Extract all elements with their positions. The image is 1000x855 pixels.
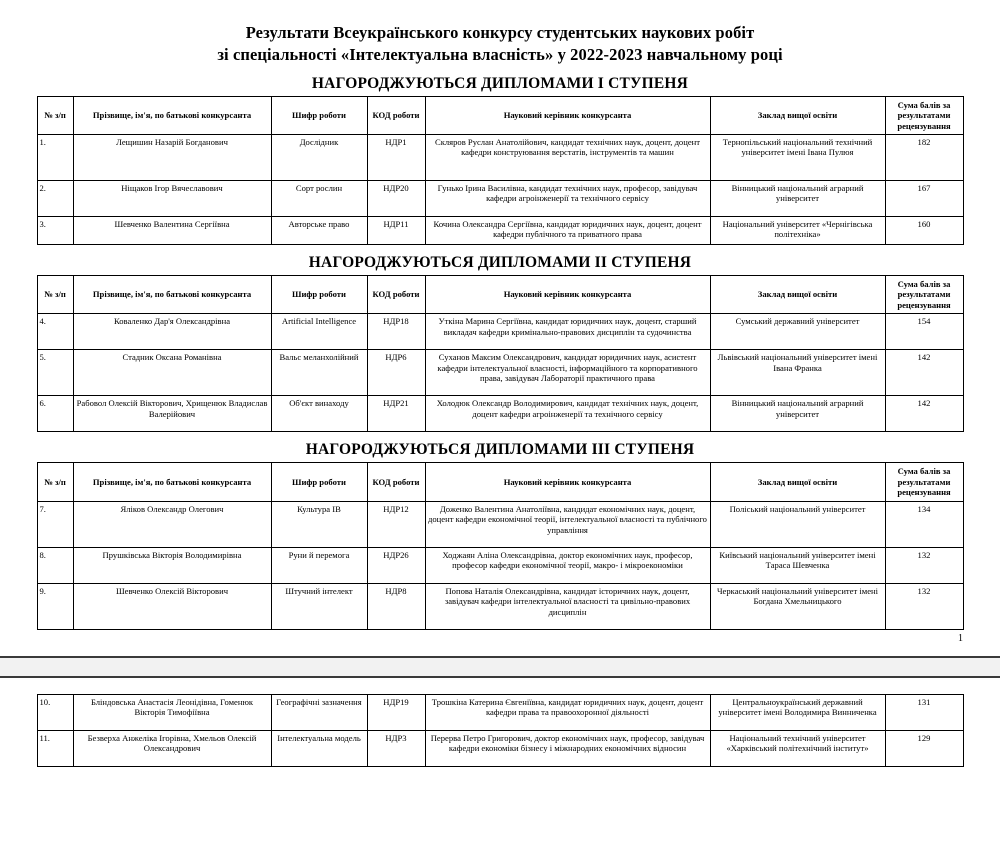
cell-institution: Черкаський національний університет імені Богдана Хмельницького — [710, 583, 885, 629]
cell-num: 9. — [37, 583, 73, 629]
cell-name: Стадник Оксана Романівна — [73, 350, 271, 396]
cell-score: 160 — [885, 216, 963, 244]
cell-supervisor: Попова Наталія Олександрівна, кандидат історичних наук, доцент, завідувач кафедри інтелектуальної власності та цивільно-правових дисциплін — [425, 583, 710, 629]
cell-cipher: Об'єкт винаходу — [271, 396, 367, 432]
cell-num: 7. — [37, 501, 73, 547]
col-header-cipher: Шифр роботи — [271, 96, 367, 134]
cell-num: 11. — [37, 730, 73, 766]
cell-num: 4. — [37, 314, 73, 350]
cell-code: НДР12 — [367, 501, 425, 547]
cell-institution: Тернопільський національний технічний університет імені Івана Пулюя — [710, 134, 885, 180]
table-row — [37, 501, 963, 547]
cell-institution: Львівський національний університет імені Івана Франка — [710, 350, 885, 396]
page-separator — [0, 656, 1000, 678]
cell-supervisor: Дoженко Валентина Анатоліївна, кандидат економічних наук, доцент, доцент кафедри економічної теорії, інтелектуальної власності та публічного управління — [425, 501, 710, 547]
col-header-cipher: Шифр роботи — [271, 463, 367, 501]
col-header-name: Прізвище, ім'я, по батькові конкурсанта — [73, 96, 271, 134]
cell-cipher: Дослідник — [271, 134, 367, 180]
results-table-degree-2 — [37, 275, 964, 432]
cell-code: НДР21 — [367, 396, 425, 432]
cell-num: 5. — [37, 350, 73, 396]
table-row — [37, 730, 963, 766]
col-header-supervisor: Науковий керівник конкурсанта — [425, 463, 710, 501]
cell-score: 182 — [885, 134, 963, 180]
cell-institution: Поліський національний університет — [710, 501, 885, 547]
section-heading-degree-3: НАГОРОДЖУЮТЬСЯ ДИПЛОМАМИ ІІІ СТУПЕНЯ — [305, 441, 695, 459]
title-line-1: Результати Всеукраїнського конкурсу студентських наукових робіт — [245, 23, 755, 42]
cell-name: Бліндовська Анастасія Леонідівна, Гоменюк Вікторія Тимофіївна — [73, 694, 271, 730]
col-header-score: Сума балів за результатами рецензування — [885, 96, 963, 134]
cell-institution: Київський національний університет імені Тараса Шевченка — [710, 547, 885, 583]
table-row — [37, 694, 963, 730]
col-header-supervisor: Науковий керівник конкурсанта — [425, 275, 710, 313]
page-title — [0, 0, 1000, 66]
cell-institution: Вінницький національний аграрний університет — [710, 180, 885, 216]
cell-institution: Національний університет «Чернігівська політехніка» — [710, 216, 885, 244]
cell-name: Шевченко Олексій Вікторович — [73, 583, 271, 629]
col-header-cipher: Шифр роботи — [271, 275, 367, 313]
table-row — [37, 396, 963, 432]
cell-score: 142 — [885, 350, 963, 396]
col-header-score: Сума балів за результатами рецензування — [885, 275, 963, 313]
cell-supervisor: Перерва Петро Григорович, доктор економічних наук, професор, завідувач кафедри економіки бізнесу і міжнародних економічних відносин — [425, 730, 710, 766]
cell-num: 8. — [37, 547, 73, 583]
cell-score: 134 — [885, 501, 963, 547]
cell-cipher: Сорт рослин — [271, 180, 367, 216]
col-header-score: Сума балів за результатами рецензування — [885, 463, 963, 501]
cell-num: 2. — [37, 180, 73, 216]
cell-supervisor: Трошкіна Катерина Євгеніївна, кандидат юридичних наук, доцент, доцент кафедри права та правоохоронної діяльності — [425, 694, 710, 730]
table-row — [37, 314, 963, 350]
cell-cipher: Artificial Intelligence — [271, 314, 367, 350]
cell-name: Ніщаков Ігор Вячеславович — [73, 180, 271, 216]
col-header-name: Прізвище, ім'я, по батькові конкурсанта — [73, 463, 271, 501]
cell-cipher: Культура ІВ — [271, 501, 367, 547]
cell-score: 129 — [885, 730, 963, 766]
title-line-2: зі спеціальності «Інтелектуальна власність» у 2022-2023 навчальному році — [217, 44, 783, 64]
cell-code: НДР6 — [367, 350, 425, 396]
table-row — [37, 216, 963, 244]
cell-code: НДР1 — [367, 134, 425, 180]
col-header-num: № з/п — [37, 96, 73, 134]
cell-name: Коваленко Дар'я Олександрівна — [73, 314, 271, 350]
table-header-row — [37, 463, 963, 501]
cell-institution: Центральноукраїнський державний університет імені Володимира Винниченка — [710, 694, 885, 730]
col-header-name: Прізвище, ім'я, по батькові конкурсанта — [73, 275, 271, 313]
cell-code: НДР8 — [367, 583, 425, 629]
cell-supervisor: Холодюк Олександр Володимирович, кандидат технічних наук, доцент, доцент кафедри агроінженерії та технічного сервісу — [425, 396, 710, 432]
cell-institution: Сумський державний університет — [710, 314, 885, 350]
cell-supervisor: Суханов Максим Олександрович, кандидат юридичних наук, асистент кафедри інтелектуальної власності, інформаційного та корпоративного права, завідувач Лабораторії практичного права — [425, 350, 710, 396]
cell-cipher: Штучний інтелект — [271, 583, 367, 629]
col-header-institution: Заклад вищої освіти — [710, 275, 885, 313]
cell-name: Рабовол Олексій Вікторович, Хрищенюк Владислав Валерійович — [73, 396, 271, 432]
cell-supervisor: Скляров Руслан Анатолійович, кандидат технічних наук, доцент, доцент кафедри конструювання верстатів, інструментів та машин — [425, 134, 710, 180]
cell-cipher: Руни й перемога — [271, 547, 367, 583]
cell-cipher: Вальс меланхолійний — [271, 350, 367, 396]
cell-supervisor: Ходжаян Аліна Олександрівна, доктор економічних наук, професор, професор кафедри економічної теорії, макро- і мікроекономіки — [425, 547, 710, 583]
table-row — [37, 134, 963, 180]
results-table-continued — [37, 694, 964, 767]
table-row — [37, 547, 963, 583]
cell-num: 3. — [37, 216, 73, 244]
cell-cipher: Географічні зазначення — [271, 694, 367, 730]
cell-code: НДР19 — [367, 694, 425, 730]
cell-num: 1. — [37, 134, 73, 180]
results-table-degree-1 — [37, 96, 964, 245]
cell-score: 132 — [885, 547, 963, 583]
cell-supervisor: Уткіна Марина Сергіївна, кандидат юридичних наук, доцент, старший викладач кафедри кримінально-правових дисциплін та судочинства — [425, 314, 710, 350]
cell-code: НДР18 — [367, 314, 425, 350]
table-row — [37, 350, 963, 396]
cell-institution: Національний технічний університет «Харківський політехнічний інститут» — [710, 730, 885, 766]
cell-score: 132 — [885, 583, 963, 629]
cell-cipher: Авторське право — [271, 216, 367, 244]
cell-score: 131 — [885, 694, 963, 730]
col-header-num: № з/п — [37, 275, 73, 313]
cell-code: НДР11 — [367, 216, 425, 244]
cell-score: 167 — [885, 180, 963, 216]
page-number: 1 — [958, 632, 963, 644]
col-header-code: КОД роботи — [367, 96, 425, 134]
cell-code: НДР26 — [367, 547, 425, 583]
col-header-institution: Заклад вищої освіти — [710, 463, 885, 501]
col-header-code: КОД роботи — [367, 275, 425, 313]
col-header-institution: Заклад вищої освіти — [710, 96, 885, 134]
section-heading-degree-1: НАГОРОДЖУЮТЬСЯ ДИПЛОМАМИ І СТУПЕНЯ — [311, 74, 689, 92]
table-row — [37, 583, 963, 629]
table-header-row — [37, 96, 963, 134]
table-row — [37, 180, 963, 216]
cell-name: Прушківська Вікторія Володимирівна — [73, 547, 271, 583]
cell-cipher: Інтелектуальна модель — [271, 730, 367, 766]
cell-num: 10. — [37, 694, 73, 730]
cell-name: Безверха Анжеліка Ігорівна, Хмельов Олексій Олександрович — [73, 730, 271, 766]
col-header-num: № з/п — [37, 463, 73, 501]
cell-name: Шевченко Валентина Сергіївна — [73, 216, 271, 244]
cell-institution: Вінницький національний аграрний університет — [710, 396, 885, 432]
page-top-margin — [0, 678, 1000, 694]
cell-code: НДР20 — [367, 180, 425, 216]
cell-name: Яліков Олександр Олегович — [73, 501, 271, 547]
section-heading-degree-2: НАГОРОДЖУЮТЬСЯ ДИПЛОМАМИ ІІ СТУПЕНЯ — [308, 253, 692, 271]
cell-num: 6. — [37, 396, 73, 432]
results-table-degree-3 — [37, 462, 964, 629]
cell-score: 154 — [885, 314, 963, 350]
cell-name: Лещишин Назарій Богданович — [73, 134, 271, 180]
col-header-code: КОД роботи — [367, 463, 425, 501]
cell-supervisor: Кочина Олександра Сергіївна, кандидат юридичних наук, доцент, доцент кафедри публічного та приватного права — [425, 216, 710, 244]
table-header-row — [37, 275, 963, 313]
cell-score: 142 — [885, 396, 963, 432]
col-header-supervisor: Науковий керівник конкурсанта — [425, 96, 710, 134]
cell-code: НДР3 — [367, 730, 425, 766]
cell-supervisor: Гунько Ірина Василівна, кандидат технічних наук, професор, завідувач кафедри агроінженерії та технічного сервісу — [425, 180, 710, 216]
